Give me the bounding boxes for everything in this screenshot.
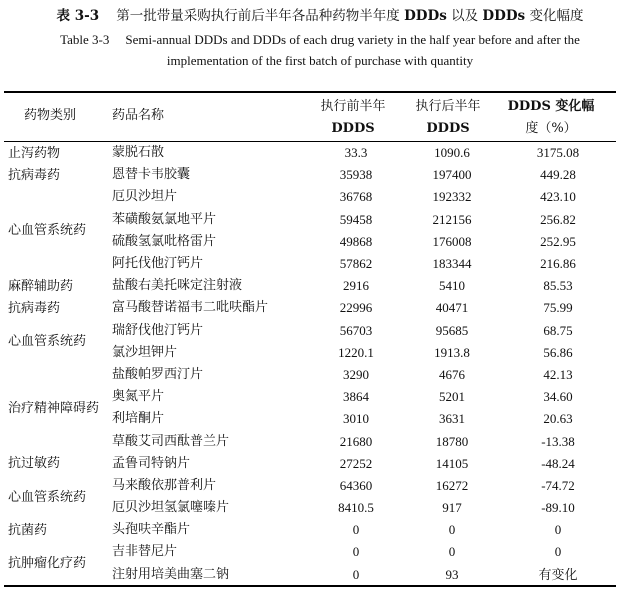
category-cell: 止泻药物: [8, 145, 61, 161]
header-after-line1: 执行后半年: [415, 99, 481, 114]
drug-cell: 盐酸右美托咪定注射液: [112, 278, 243, 294]
table-row: [4, 297, 616, 319]
change-cell: 449.28: [540, 167, 576, 183]
category-cell: 抗病毒药: [8, 167, 61, 183]
table-title-cn-ddds-1: DDDs: [404, 8, 447, 24]
change-cell: 56.86: [543, 344, 573, 360]
before-cell: 56703: [339, 322, 373, 338]
table-title-en-line2: implementation of the first batch of purchase with quantity: [166, 53, 474, 68]
change-cell: 68.75: [543, 322, 573, 338]
table-title-en-line1: Semi-annual DDDs and DDDs of each drug variety in the half year before and after the: [125, 32, 580, 47]
header-before: [308, 96, 398, 140]
before-cell: 64360: [339, 477, 373, 493]
after-cell: 183344: [432, 256, 472, 272]
before-cell: 49868: [339, 233, 373, 249]
table-number-cn: 表 3-3: [56, 8, 100, 24]
drug-cell: 富马酸替诺福韦二吡呋酯片: [112, 300, 269, 316]
before-cell: 33.3: [344, 145, 368, 161]
category-cell: 抗菌药: [8, 522, 48, 538]
table-top-rule: [4, 91, 616, 93]
drug-cell: 奥氮平片: [112, 389, 165, 405]
header-change-line2: 度（%）: [525, 121, 577, 136]
drug-ddds-table: [4, 142, 616, 586]
header-change: [499, 96, 603, 140]
category-cell: 心血管系统药: [8, 489, 87, 505]
change-cell: 34.60: [543, 389, 573, 405]
after-cell: 0: [448, 522, 456, 538]
category-cell: 抗病毒药: [8, 300, 61, 316]
change-cell: 252.95: [540, 233, 576, 249]
change-cell: 42.13: [543, 366, 573, 382]
drug-cell: 孟鲁司特钠片: [112, 455, 191, 471]
before-cell: 1220.1: [338, 344, 374, 360]
after-cell: 5201: [439, 389, 465, 405]
change-cell: 256.82: [540, 211, 576, 227]
after-cell: 212156: [432, 211, 472, 227]
table-row: [4, 164, 616, 186]
table-row: [4, 275, 616, 297]
after-cell: 176008: [432, 233, 472, 249]
drug-cell: 草酸艾司西酞普兰片: [112, 433, 230, 449]
change-cell: -48.24: [541, 455, 575, 471]
drug-cell: 恩替卡韦胶囊: [112, 167, 191, 183]
after-cell: 917: [442, 500, 462, 516]
table-row: [4, 320, 616, 342]
change-cell: -13.38: [541, 433, 575, 449]
after-cell: 1090.6: [434, 145, 470, 161]
category-cell: 麻醉辅助药: [8, 278, 74, 294]
after-cell: 1913.8: [434, 344, 470, 360]
after-cell: 0: [448, 544, 456, 560]
change-cell: 有变化: [538, 566, 578, 582]
change-cell: -74.72: [541, 477, 575, 493]
change-cell: 423.10: [540, 189, 576, 205]
before-cell: 8410.5: [338, 500, 374, 516]
before-cell: 3010: [343, 411, 369, 427]
category-cell: 治疗精神障碍药: [8, 400, 100, 416]
table-title-cn-ddds-2: DDDs: [482, 8, 526, 24]
table-row: [4, 364, 616, 386]
before-cell: 57862: [339, 256, 373, 272]
drug-cell: 蒙脱石散: [112, 145, 165, 161]
drug-cell: 吉非替尼片: [112, 544, 178, 560]
before-cell: 3290: [343, 366, 369, 382]
drug-cell: 头孢呋辛酯片: [112, 522, 191, 538]
table-title-en: [0, 29, 640, 71]
table-title-cn-text-1: 第一批带量采购执行前后半年各品种药物半年度: [116, 8, 400, 24]
before-cell: 21680: [339, 433, 373, 449]
drug-cell: 阿托伐他汀钙片: [112, 256, 204, 272]
after-cell: 93: [445, 566, 459, 582]
before-cell: 2916: [343, 278, 369, 294]
change-cell: 75.99: [543, 300, 573, 316]
category-cell: 心血管系统药: [8, 334, 87, 350]
header-change-line1: DDDS 变化幅: [507, 99, 595, 114]
header-before-line1: 执行前半年: [320, 99, 386, 114]
header-after: [403, 96, 493, 140]
drug-cell: 硫酸氢氯吡格雷片: [112, 233, 217, 249]
before-cell: 36768: [339, 189, 373, 205]
change-cell: 216.86: [540, 256, 576, 272]
before-cell: 22996: [339, 300, 373, 316]
after-cell: 18780: [435, 433, 469, 449]
category-cell: 抗过敏药: [8, 456, 61, 472]
drug-cell: 利培酮片: [112, 411, 165, 427]
change-cell: 0: [554, 522, 562, 538]
table-bottom-rule: [4, 585, 616, 587]
table-title-cn: [0, 6, 640, 26]
after-cell: 4676: [439, 366, 465, 382]
after-cell: 95685: [435, 322, 469, 338]
change-cell: 3175.08: [536, 145, 580, 161]
drug-cell: 马来酸依那普利片: [112, 477, 217, 493]
table-row: [4, 142, 616, 164]
after-cell: 40471: [435, 300, 469, 316]
change-cell: 20.63: [543, 411, 573, 427]
drug-cell: 厄贝沙坦氢氯噻嗪片: [112, 500, 230, 516]
drug-cell: 苯磺酸氨氯地平片: [112, 211, 217, 227]
header-after-line2: DDDS: [426, 121, 470, 136]
after-cell: 16272: [435, 477, 469, 493]
after-cell: 192332: [432, 189, 472, 205]
before-cell: 35938: [339, 167, 373, 183]
after-cell: 3631: [439, 411, 465, 427]
category-cell: 抗肿瘤化疗药: [8, 556, 87, 572]
category-cell: 心血管系统药: [8, 223, 87, 239]
header-drug-name: 药品名称: [112, 108, 165, 123]
change-cell: 0: [554, 544, 562, 560]
drug-cell: 盐酸帕罗西汀片: [112, 366, 204, 382]
table-row: [4, 519, 616, 541]
table-row: [4, 475, 616, 497]
table-row: [4, 453, 616, 475]
change-cell: 85.53: [543, 278, 573, 294]
after-cell: 197400: [432, 167, 472, 183]
table-title-cn-text-3: 变化幅度: [529, 8, 584, 24]
table-row: [4, 541, 616, 563]
drug-cell: 厄贝沙坦片: [112, 189, 178, 205]
header-category: 药物类别: [24, 108, 77, 123]
before-cell: 0: [352, 522, 360, 538]
drug-cell: 瑞舒伐他汀钙片: [112, 322, 204, 338]
before-cell: 59458: [339, 211, 373, 227]
after-cell: 5410: [439, 278, 465, 294]
table-row: [4, 186, 616, 208]
before-cell: 0: [352, 544, 360, 560]
after-cell: 14105: [435, 455, 469, 471]
table-number-en: Table 3-3: [60, 32, 110, 47]
header-before-line2: DDDS: [331, 121, 375, 136]
before-cell: 3864: [343, 389, 369, 405]
before-cell: 0: [352, 566, 360, 582]
drug-cell: 注射用培美曲塞二钠: [112, 566, 230, 582]
before-cell: 27252: [339, 455, 373, 471]
drug-cell: 氯沙坦钾片: [112, 344, 178, 360]
change-cell: -89.10: [541, 500, 575, 516]
table-title-cn-text-2: 以及: [451, 8, 479, 24]
